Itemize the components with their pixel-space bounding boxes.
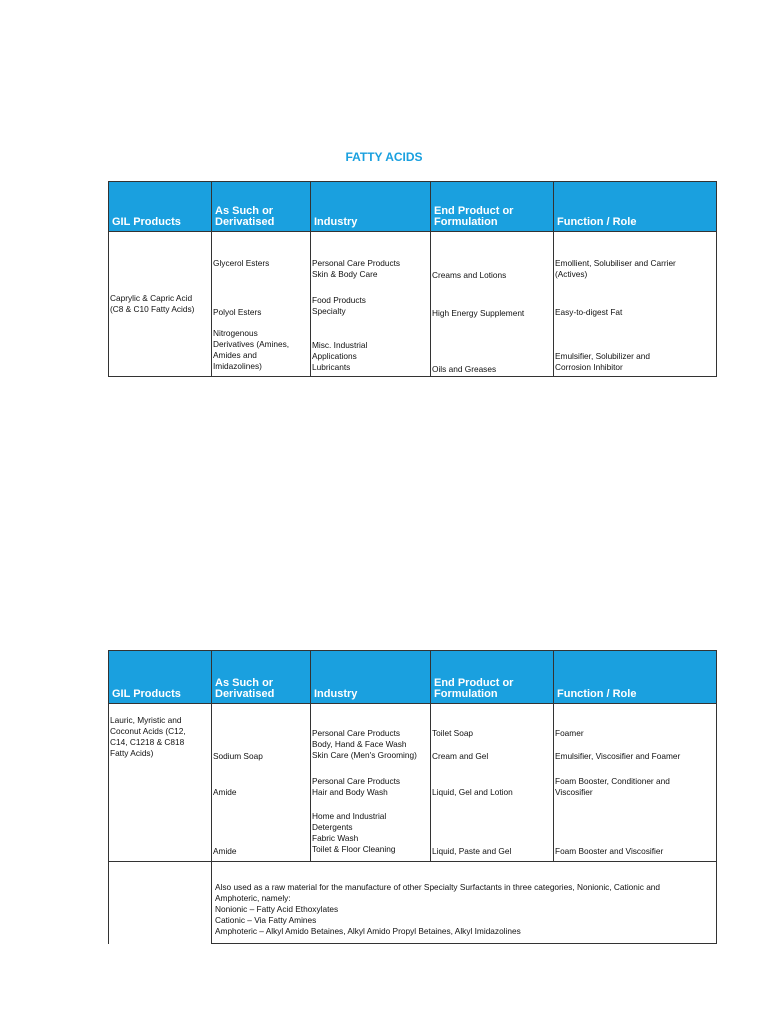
page-title: FATTY ACIDS — [345, 150, 423, 164]
derivatised-cell — [212, 232, 311, 377]
function-cell — [554, 704, 717, 862]
function-item: Easy-to-digest Fat — [555, 307, 623, 317]
surfactant-note: Also used as a raw material for the manufacture of other Specialty Surfactants in three categories, Nonionic, Cationic and Amphoteric, namely: Nonionic – Fatty Acid Ethoxylates Cationic – Via Fatty Amines Amphoteric – Alkyl Amido Betaines, Alkyl Amido Propyl Betaines, Alkyl Imidazolines — [215, 882, 661, 936]
note-cell — [212, 862, 717, 944]
end-product-item: Oils and Greases — [432, 364, 497, 374]
end-product-cell — [431, 704, 554, 862]
end-product-item: Liquid, Gel and Lotion — [432, 787, 513, 797]
derivatised-item: Sodium Soap — [213, 751, 263, 761]
derivatised-cell — [212, 704, 311, 862]
end-product-item: Creams and Lotions — [432, 270, 507, 280]
table-header-row — [109, 651, 717, 704]
empty-cell — [109, 862, 212, 944]
function-item: Foam Booster and Viscosifier — [555, 846, 664, 856]
header-gil-products: GIL Products — [109, 651, 212, 704]
industry-item: Food Products Specialty — [312, 295, 366, 316]
industry-cell — [311, 704, 431, 862]
function-item: Emulsifier, Solubilizer and Corrosion Inhibitor — [555, 351, 650, 372]
end-product-item: High Energy Supplement — [432, 308, 525, 318]
industry-item: Personal Care Products Hair and Body Wash — [312, 776, 401, 797]
table-row — [109, 862, 717, 944]
derivatised-item: Amide — [213, 846, 237, 856]
derivatised-item: Polyol Esters — [213, 307, 262, 317]
table-row — [109, 232, 717, 377]
function-item: Emulsifier, Viscosifier and Foamer — [555, 751, 681, 761]
fatty-acids-table-2 — [108, 650, 717, 944]
header-derivatised: As Such or Derivatised — [212, 182, 311, 232]
industry-item: Personal Care Products Skin & Body Care — [312, 258, 401, 279]
function-item: Emollient, Solubiliser and Carrier (Actives) — [555, 258, 676, 279]
end-product-item: Toilet Soap — [432, 728, 474, 738]
industry-item: Home and Industrial Detergents Fabric Wash Toilet & Floor Cleaning — [312, 811, 396, 854]
header-industry: Industry — [311, 182, 431, 232]
header-function: Function / Role — [554, 651, 717, 704]
industry-item: Misc. Industrial Applications Lubricants — [312, 340, 368, 372]
product-cell — [109, 232, 212, 377]
end-product-item: Liquid, Paste and Gel — [432, 846, 512, 856]
function-item: Foam Booster, Conditioner and Viscosifier — [555, 776, 670, 797]
header-derivatised: As Such or Derivatised — [212, 651, 311, 704]
industry-item: Personal Care Products Body, Hand & Face Wash Skin Care (Men's Grooming) — [312, 728, 417, 760]
header-gil-products: GIL Products — [109, 182, 212, 232]
end-product-cell — [431, 232, 554, 377]
function-item: Foamer — [555, 728, 584, 738]
function-cell — [554, 232, 717, 377]
industry-cell — [311, 232, 431, 377]
product-name: Lauric, Myristic and Coconut Acids (C12, C14, C1218 & C818 Fatty Acids) — [110, 715, 186, 758]
header-end-product: End Product or Formulation — [431, 182, 554, 232]
end-product-item: Cream and Gel — [432, 751, 489, 761]
table-header-row — [109, 182, 717, 232]
fatty-acids-table-1 — [108, 181, 717, 377]
header-industry: Industry — [311, 651, 431, 704]
derivatised-item: Nitrogenous Derivatives (Amines, Amides and Imidazolines) — [213, 328, 290, 371]
derivatised-item: Amide — [213, 787, 237, 797]
derivatised-item: Glycerol Esters — [213, 258, 270, 268]
header-end-product: End Product or Formulation — [431, 651, 554, 704]
product-name: Caprylic & Capric Acid (C8 & C10 Fatty Acids) — [110, 293, 195, 314]
header-function: Function / Role — [554, 182, 717, 232]
table-row — [109, 704, 717, 862]
product-cell — [109, 704, 212, 862]
